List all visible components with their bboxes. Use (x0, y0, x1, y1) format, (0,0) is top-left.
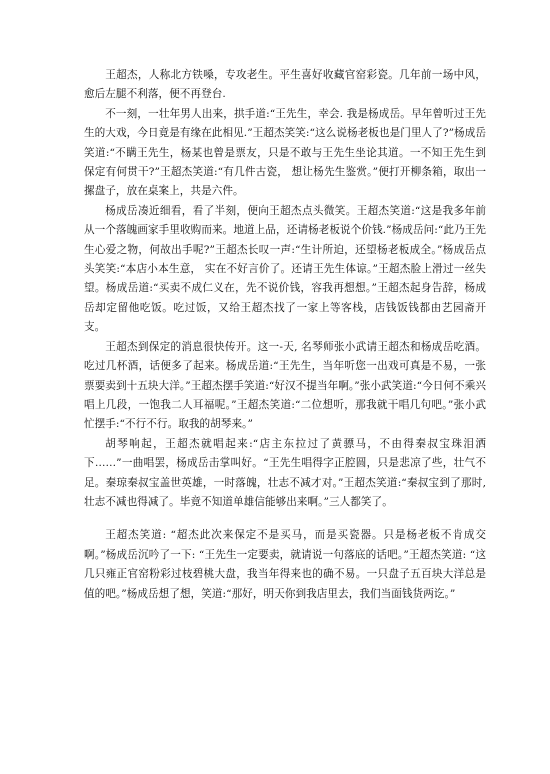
paragraph-6: 王超杰笑道: “超杰此次来保定不是买马，而是买瓷器。只是杨老板不肯成交啊。”杨成岳沉吟了一下: “王先生一定要卖，就请说一句落底的话吧。”王超杰笑道: “这几只雍正官窑粉彩过枝碧桃大盘，我当年得来也的确不易。一只盘子五百块大洋总是值的吧。”杨成岳想了想，笑道:“那好，明天你到我店里去，我们当面钱货两讫。” (84, 529, 486, 600)
paragraph-5: 胡琴响起，王超杰就唱起来:“店主东拉过了黄骠马，不由得秦叔宝珠泪洒下……”一曲唱罢，杨成岳击掌叫好。“王先生唱得字正腔圆，只是悲凉了些，壮气不足。秦琼秦叔宝盖世英雄，一时落魄，壮志不减才对。”王超杰笑道:“秦叔宝到了那时,壮志不减也得减了。毕竟不知道单雄信能够出来啊。”三人都笑了。 (84, 437, 486, 508)
paragraph-1: 王超杰，人称北方铁嗓，专攻老生。平生喜好收藏官窑彩瓷。几年前一场中风，愈后左腿不利落，便不再登台. (84, 69, 486, 101)
paragraph-4: 王超杰到保定的消息很快传开。这一-天, 名琴师张小武请王超杰和杨成岳吃酒。吃过几杯酒，话便多了起来。杨成岳道:“王先生，当年听您一出戏可真是不易，一张票要卖到十五块大洋。”王超杰摆手笑道:“好汉不提当年啊。”张小武笑道:“今日何不乘兴唱上几段，一饱我二人耳福呢。”王超杰笑道:“二位想听，那我就干唱几句吧。”张小武忙摆手:“不行不行。取我的胡琴来。” (84, 340, 486, 431)
paragraph-2: 不一刻，一壮年男人出来，拱手道:“王先生，幸会. 我是杨成岳。早年曾听过王先生的大戏，今日竟是有缘在此相见.”王超杰笑笑:“这么说杨老板也是门里人了?”杨成岳笑道:“不瞒王先生，杨某也曾是票友，只是不敢与王先生坐论其道。一不知王先生到保定有何贯干?”王超杰笑道:“有几件古瓷， 想让杨先生鉴赏。”便打开柳条箱，取出一摞盘子，放在桌案上，共是六件。 (84, 107, 486, 198)
paragraph-3: 杨成岳凑近细看，看了半刻，便向王超杰点头微笑。王超杰笑道:“这是我多年前从一个落魄画家手里收购而来。地道上品，还请杨老板说个价钱.”杨成岳问:“此乃王先生心爱之物，何故出手呢?”王超杰长叹一声:“生计所迫，还望杨老板成全。”杨成岳点头笑笑:“本店小本生意， 实在不好言价了。还请王先生体谅。”王超杰脸上滑过一丝失望。杨成岳道:“买卖不成仁义在，先不说价钱，容我再想想。”王超杰起身告辞，杨成岳却定留他吃饭。吃过饭，又给王超杰找了一家上等客栈，店钱饭钱都由艺园斋开支。 (84, 204, 486, 334)
